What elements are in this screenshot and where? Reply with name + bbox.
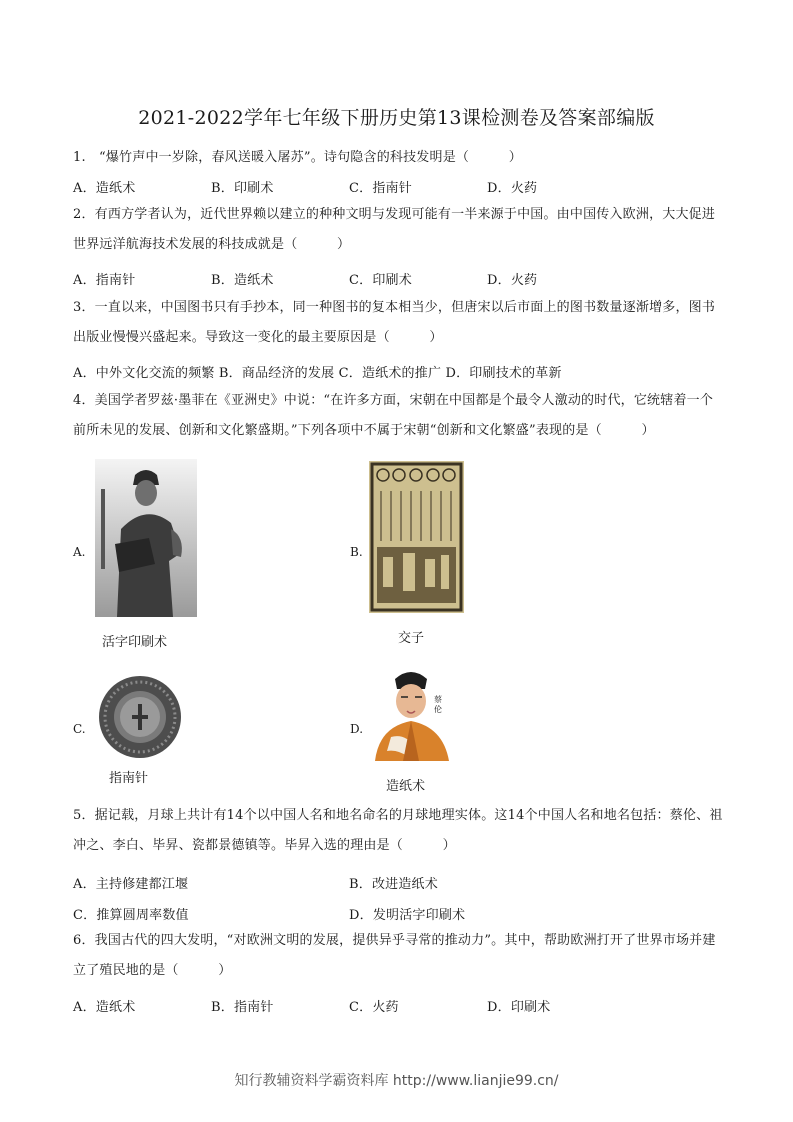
q6-option-d: D．印刷术	[487, 1000, 551, 1015]
question-6-stem: 6．我国古代的四大发明，“对欧洲文明的发展，提供异乎寻常的推动力”。其中，帮助欧洲打开了世界市场并建立了殖民地的是（ ）	[73, 933, 716, 978]
q4-option-b-caption: 交子	[398, 631, 425, 646]
q4-option-d-label: D.	[350, 722, 364, 736]
q1-option-c: C．指南针	[349, 181, 412, 196]
q6-option-c: C．火药	[349, 1000, 399, 1015]
q2-option-a: A．指南针	[73, 273, 136, 288]
q4-option-d-caption: 造纸术	[386, 779, 426, 794]
question-5-options-row-1	[73, 873, 625, 892]
q5-option-c: C．推算圆周率数值	[73, 908, 189, 923]
q4-option-a-label: A.	[73, 545, 86, 559]
question-5-stem: 5．据记载，月球上共计有14个以中国人名和地名命名的月球地理实体。这14个中国人名和地名包括：蔡伦、祖冲之、李白、毕昇、瓷都景德镇等。毕昇入选的理由是（ ）	[73, 808, 723, 853]
q4-option-c-caption: 指南针	[109, 771, 149, 786]
question-1-options	[73, 177, 625, 196]
q5-option-d: D．发明活字印刷术	[349, 908, 466, 923]
q2-option-b: B．造纸术	[211, 273, 274, 288]
bisheng-statue-image	[95, 459, 197, 617]
jiaozi-banknote-image	[369, 461, 464, 613]
question-2-stem: 2．有西方学者认为，近代世界赖以建立的种种文明与发现可能有一半来源于中国。由中国传入欧洲，大大促进世界远洋航海技术发展的科技成就是（ ）	[73, 207, 716, 252]
footer-watermark: 知行教辅资料学霸资料库 http://www.lianjie99.cn/	[234, 1073, 559, 1089]
q4-option-b-label: B.	[350, 545, 363, 559]
compass-image	[97, 674, 183, 760]
q1-option-b: B．印刷术	[211, 181, 274, 196]
q6-option-a: A．造纸术	[73, 1000, 136, 1015]
q5-option-b: B．改进造纸术	[349, 877, 438, 892]
page-title: 2021-2022学年七年级下册历史第13课检测卷及答案部编版	[138, 107, 655, 129]
q1-option-a: A．造纸术	[73, 181, 136, 196]
question-4-stem: 4．美国学者罗兹·墨菲在《亚洲史》中说：“在许多方面，宋朝在中国都是个最令人激动的时代，它统辖着一个前所未见的发展、创新和文化繁盛期。”下列各项中不属于宋朝“创新和文化繁盛”表现的是（ ）	[73, 393, 714, 438]
q4-option-c-label: C.	[73, 722, 86, 736]
q2-option-d: D．火药	[487, 273, 538, 288]
question-6-options	[73, 996, 625, 1015]
q5-option-a: A．主持修建都江堰	[73, 877, 189, 892]
q6-option-b: B．指南针	[211, 1000, 274, 1015]
q2-option-c: C．印刷术	[349, 273, 412, 288]
question-2-options	[73, 269, 625, 288]
question-1-stem: 1. “爆竹声中一岁除，春风送暖入屠苏”。诗句隐含的科技发明是（ ）	[73, 150, 522, 165]
question-3-stem: 3．一直以来，中国图书只有手抄本，同一种图书的复本相当少，但唐宋以后市面上的图书数量逐渐增多，图书出版业慢慢兴盛起来。导致这一变化的最主要原因是（ ）	[73, 300, 716, 345]
q1-option-d: D．火药	[487, 181, 538, 196]
portrait-name-label: 蔡伦	[434, 695, 442, 714]
question-5-options-row-2	[73, 904, 625, 923]
question-3-options: A．中外文化交流的频繁 B．商品经济的发展 C．造纸术的推广 D．印刷技术的革新	[73, 366, 562, 381]
q4-option-a-caption: 活字印刷术	[102, 635, 168, 650]
